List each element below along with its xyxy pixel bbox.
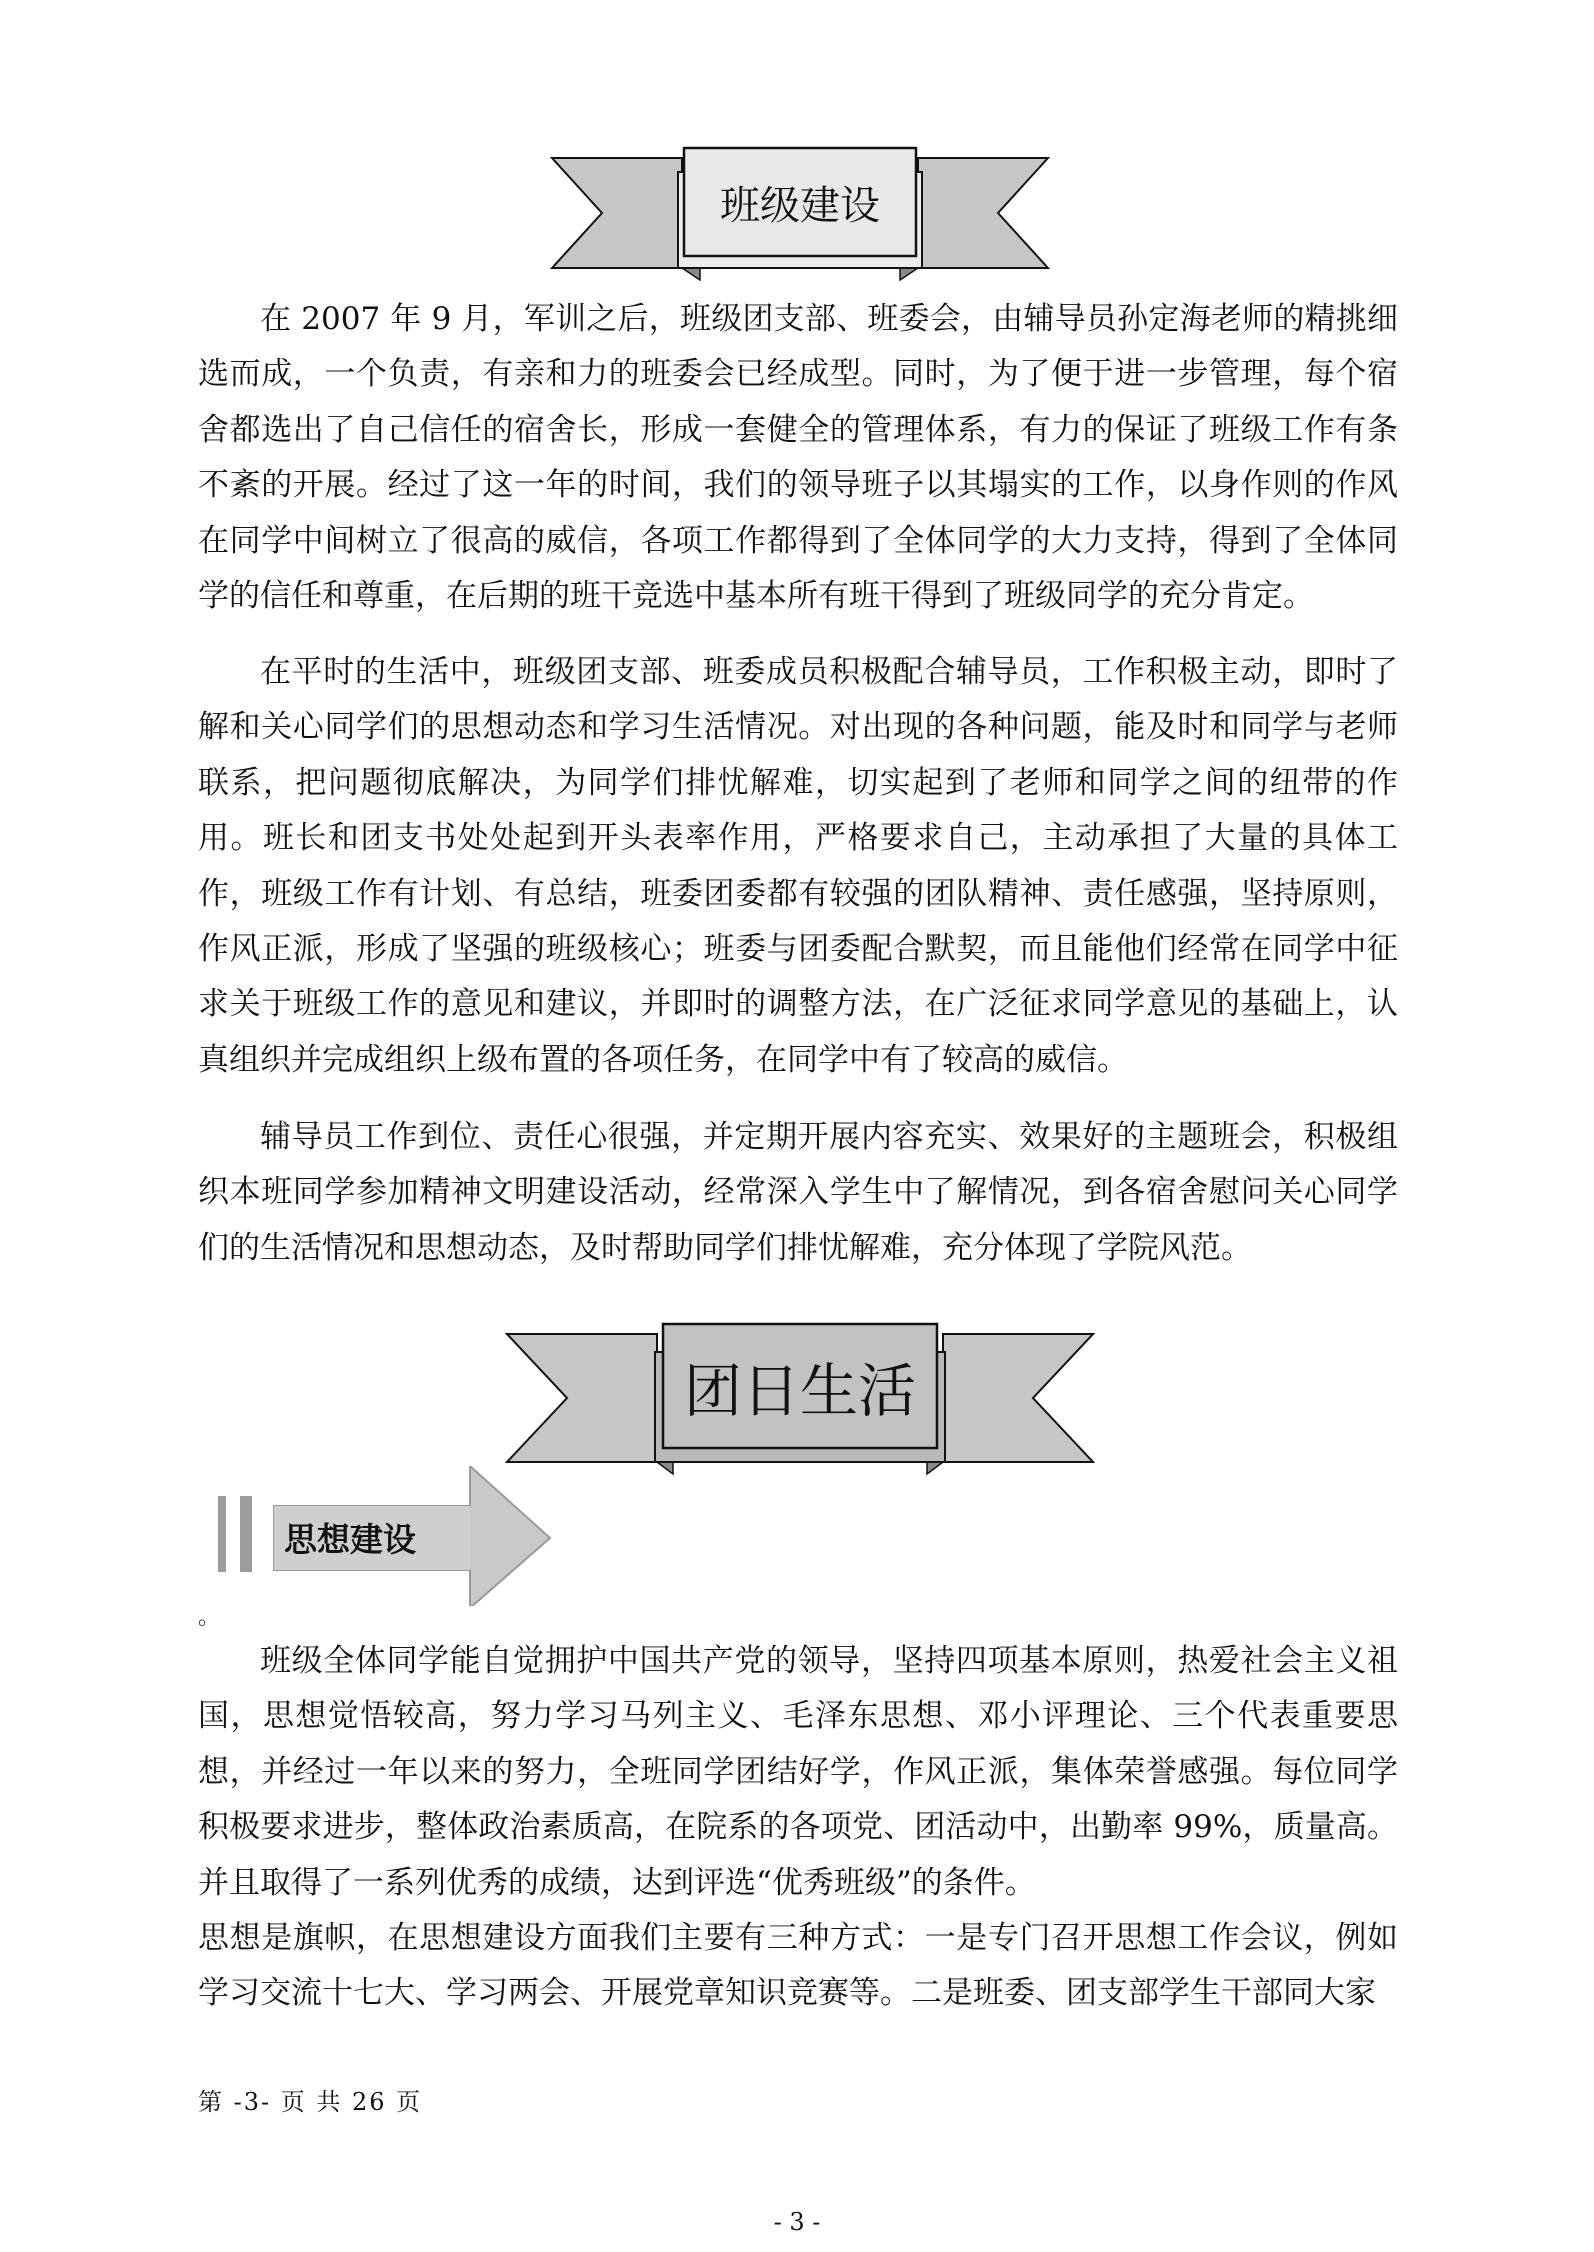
paragraph: 班级全体同学能自觉拥护中国共产党的领导，坚持四项基本原则，热爱社会主义祖国，思想觉悟较高，努力学习马列主义、毛泽东思想、邓小评理论、三个代表重要思想，并经过一年以来的努力，全班同学团结好学，作风正派，集体荣誉感强。每位同学积极要求进步，整体政治素质高，在院系的各项党、团活动中，出勤率 99%，质量高。并且取得了一系列优秀的成绩，达到评选“优秀班级”的条件。 xyxy=(198,1643,1398,1901)
page-number: - 3 - xyxy=(773,2208,821,2236)
section-title: 班级建设 xyxy=(720,182,880,229)
stray-punctuation: 。 xyxy=(198,1605,221,1630)
page-info: 第 -3- 页 共 26 页 xyxy=(198,2088,423,2116)
paragraph: 思想是旗帜，在思想建设方面我们主要有三种方式：一是专门召开思想工作会议，例如学习交流十七大、学习两会、开展党章知识竞赛等。二是班委、团支部学生干部同大家 xyxy=(198,1920,1398,2012)
subsection-title: 思想建设 xyxy=(284,1519,416,1559)
section-banner-league-life xyxy=(505,1316,1095,1486)
section-banner-class-building xyxy=(550,140,1050,285)
paragraph: 辅导员工作到位、责任心很强，并定期开展内容充实、效果好的主题班会，积极组织本班同学参加精神文明建设活动，经常深入学生中了解情况，到各宿舍慰问关心同学们的生活情况和思想动态，及时帮助同学们排忧解难，充分体现了学院风范。 xyxy=(198,1119,1398,1266)
subsection-heading xyxy=(210,1466,560,1606)
paragraph: 在平时的生活中，班级团支部、班委成员积极配合辅导员，工作积极主动，即时了解和关心同学们的思想动态和学习生活情况。对出现的各种问题，能及时和同学与老师联系，把问题彻底解决，为同学们排忧解难，切实起到了老师和同学之间的纽带的作用。班长和团支书处处起到开头表率作用，严格要求自己，主动承担了大量的具体工作，班级工作有计划、有总结，班委团委都有较强的团队精神、责任感强，坚持原则，作风正派，形成了坚强的班级核心；班委与团委配合默契，而且能他们经常在同学中征求关于班级工作的意见和建议，并即时的调整方法，在广泛征求同学意见的基础上，认真组织并完成组织上级布置的各项任务，在同学中有了较高的威信。 xyxy=(198,654,1398,1078)
paragraph: 在 2007 年 9 月，军训之后，班级团支部、班委会，由辅导员孙定海老师的精挑细选而成，一个负责，有亲和力的班委会已经成型。同时，为了便于进一步管理，每个宿舍都选出了自己信任的宿舍长，形成一套健全的管理体系，有力的保证了班级工作有条不紊的开展。经过了这一年的时间，我们的领导班子以其塌实的工作，以身作则的作风在同学中间树立了很高的威信，各项工作都得到了全体同学的大力支持，得到了全体同学的信任和尊重，在后期的班干竞选中基本所有班干得到了班级同学的充分肯定。 xyxy=(198,301,1398,615)
section-title: 团日生活 xyxy=(683,1357,916,1425)
